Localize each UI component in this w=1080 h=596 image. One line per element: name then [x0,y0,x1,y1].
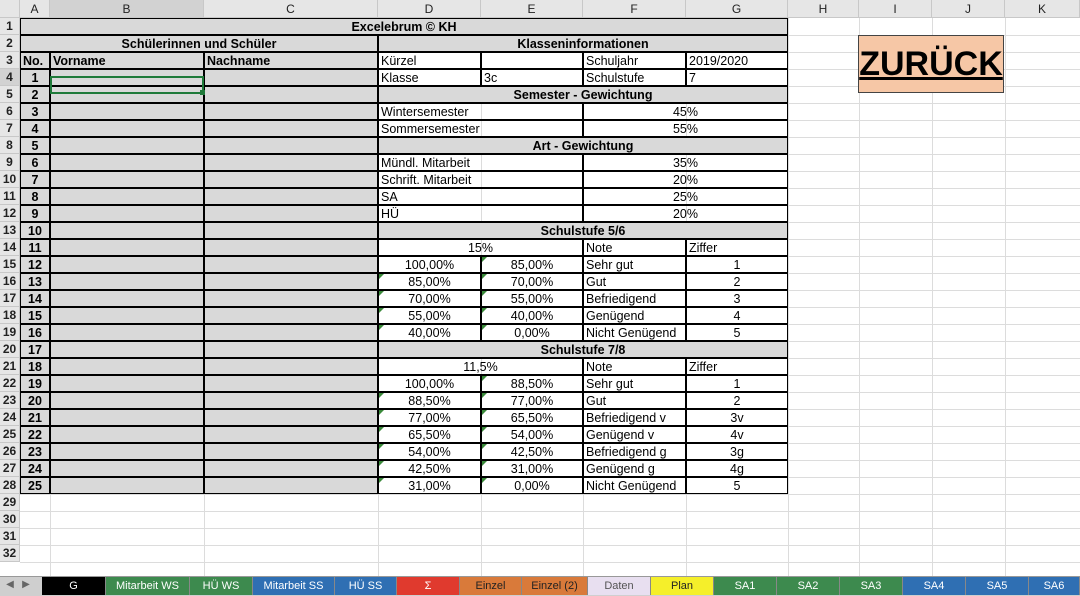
grade-from[interactable]: 100,00% [378,375,481,392]
row-header-32[interactable]: 32 [0,545,20,562]
row-header-28[interactable]: 28 [0,477,20,494]
student-nachname-cell[interactable] [204,290,378,307]
stufe78-ziffer-label: Ziffer [686,358,788,375]
student-nachname-cell[interactable] [204,69,378,86]
kuerzel-value[interactable] [481,52,583,69]
grade-ziffer: 2 [686,392,788,409]
grade-from[interactable]: 85,00% [378,273,481,290]
row-header-6[interactable]: 6 [0,103,20,120]
grade-from[interactable]: 65,50% [378,426,481,443]
column-header-E[interactable]: E [481,0,583,18]
grade-to[interactable]: 31,00% [481,460,583,477]
fill-handle[interactable] [200,90,205,95]
grade-note: Gut [583,273,686,290]
tab-next-icon[interactable]: ▶ [22,579,30,590]
grade-to[interactable]: 0,00% [481,324,583,341]
art-value[interactable]: 20% [583,171,788,188]
sheet-tab-sa6[interactable]: SA6 [1029,577,1080,595]
student-vorname-cell[interactable] [50,188,204,205]
grade-ziffer: 5 [686,324,788,341]
grade-ziffer: 2 [686,273,788,290]
row-header-30[interactable]: 30 [0,511,20,528]
student-number: 14 [20,290,50,307]
grade-from[interactable]: 42,50% [378,460,481,477]
student-vorname-cell[interactable] [50,426,204,443]
col-vorname-header: Vorname [50,52,204,69]
student-number: 16 [20,324,50,341]
row-header-31[interactable]: 31 [0,528,20,545]
grade-to[interactable]: 88,50% [481,375,583,392]
grade-ziffer: 3g [686,443,788,460]
grade-to[interactable]: 77,00% [481,392,583,409]
row-header-17[interactable]: 17 [0,290,20,307]
sheet-tab-g[interactable]: G [42,577,106,595]
student-nachname-cell[interactable] [204,273,378,290]
row-header-8[interactable]: 8 [0,137,20,154]
column-header-K[interactable]: K [1005,0,1080,18]
student-nachname-cell[interactable] [204,409,378,426]
column-header-A[interactable]: A [20,0,50,18]
row-header-20[interactable]: 20 [0,341,20,358]
grade-note: Befriedigend v [583,409,686,426]
student-vorname-cell[interactable] [50,273,204,290]
row-header-23[interactable]: 23 [0,392,20,409]
schuljahr-value[interactable]: 2019/2020 [686,52,788,69]
grade-from[interactable]: 54,00% [378,443,481,460]
sheet-tab-hü-ss[interactable]: HÜ SS [335,577,397,595]
student-vorname-cell[interactable] [50,205,204,222]
row-header-1[interactable]: 1 [0,18,20,35]
student-nachname-cell[interactable] [204,188,378,205]
students-header: Schülerinnen und Schüler [20,35,378,52]
student-nachname-cell[interactable] [204,375,378,392]
grade-note: Nicht Genügend [583,324,686,341]
grade-note: Sehr gut [583,375,686,392]
stufe78-note-label: Note [583,358,686,375]
grid-hline [20,494,1080,495]
student-nachname-cell[interactable] [204,477,378,494]
student-nachname-cell[interactable] [204,154,378,171]
tab-prev-icon[interactable]: ◀ [6,579,14,590]
sheet-tab-mitarbeit-ss[interactable]: Mitarbeit SS [253,577,335,595]
class-info-header: Klasseninformationen [378,35,788,52]
row-header-9[interactable]: 9 [0,154,20,171]
column-header-D[interactable]: D [378,0,481,18]
row-header-27[interactable]: 27 [0,460,20,477]
student-vorname-cell[interactable] [50,137,204,154]
row-header-4[interactable]: 4 [0,69,20,86]
grade-ziffer: 1 [686,375,788,392]
student-number: 17 [20,341,50,358]
grade-to[interactable]: 85,00% [481,256,583,273]
student-number: 8 [20,188,50,205]
row-header-22[interactable]: 22 [0,375,20,392]
row-header-3[interactable]: 3 [0,52,20,69]
student-vorname-cell[interactable] [50,392,204,409]
grid-vline [1005,18,1006,576]
student-nachname-cell[interactable] [204,426,378,443]
grade-to[interactable]: 70,00% [481,273,583,290]
art-label: HÜ [378,205,583,222]
grade-ziffer: 4 [686,307,788,324]
schulstufe-label: Schulstufe [583,69,686,86]
student-nachname-cell[interactable] [204,222,378,239]
sheet-tab-daten[interactable]: Daten [588,577,651,595]
col-nachname-header: Nachname [204,52,378,69]
grade-note: Gut [583,392,686,409]
student-vorname-cell[interactable] [50,239,204,256]
row-header-18[interactable]: 18 [0,307,20,324]
sheet-tab-sa1[interactable]: SA1 [714,577,777,595]
student-number: 7 [20,171,50,188]
semester-value[interactable]: 55% [583,120,788,137]
column-header-F[interactable]: F [583,0,686,18]
art-label: SA [378,188,583,205]
grade-to[interactable]: 0,00% [481,477,583,494]
sheet-tab-sa5[interactable]: SA5 [966,577,1029,595]
kuerzel-label: Kürzel [378,52,481,69]
art-value[interactable]: 20% [583,205,788,222]
student-nachname-cell[interactable] [204,86,378,103]
sheet-tab-sa4[interactable]: SA4 [903,577,966,595]
grid-hline [20,545,1080,546]
column-header-B[interactable]: B [50,0,204,18]
student-number: 22 [20,426,50,443]
sheet-tab--[interactable]: Σ [397,577,460,595]
student-vorname-cell[interactable] [50,120,204,137]
student-vorname-cell[interactable] [50,477,204,494]
sheet-tab-sa3[interactable]: SA3 [840,577,903,595]
student-nachname-cell[interactable] [204,324,378,341]
grade-to[interactable]: 42,50% [481,443,583,460]
grid-hline [20,511,1080,512]
art-header: Art - Gewichtung [378,137,788,154]
column-header-H[interactable]: H [788,0,859,18]
semester-value[interactable]: 45% [583,103,788,120]
grade-ziffer: 4v [686,426,788,443]
student-nachname-cell[interactable] [204,137,378,154]
row-header-13[interactable]: 13 [0,222,20,239]
student-vorname-cell[interactable] [50,324,204,341]
stufe56-tolerance[interactable]: 15% [378,239,583,256]
row-header-24[interactable]: 24 [0,409,20,426]
student-number: 9 [20,205,50,222]
student-vorname-cell[interactable] [50,341,204,358]
grade-note: Nicht Genügend [583,477,686,494]
student-number: 25 [20,477,50,494]
student-nachname-cell[interactable] [204,171,378,188]
sheet-title: Excelebrum © KH [20,18,788,35]
student-vorname-cell[interactable] [50,358,204,375]
student-number: 24 [20,460,50,477]
grid-hline [20,562,1080,563]
grade-note: Genügend v [583,426,686,443]
student-vorname-cell[interactable] [50,290,204,307]
grade-to[interactable]: 55,00% [481,290,583,307]
grade-ziffer: 1 [686,256,788,273]
art-value[interactable]: 35% [583,154,788,171]
column-header-C[interactable]: C [204,0,378,18]
stufe56-note-label: Note [583,239,686,256]
row-header-10[interactable]: 10 [0,171,20,188]
row-header-11[interactable]: 11 [0,188,20,205]
student-number: 5 [20,137,50,154]
row-header-25[interactable]: 25 [0,426,20,443]
student-vorname-cell[interactable] [50,171,204,188]
art-value[interactable]: 25% [583,188,788,205]
grade-ziffer: 4g [686,460,788,477]
grade-ziffer: 3 [686,290,788,307]
student-nachname-cell[interactable] [204,256,378,273]
column-header-I[interactable]: I [859,0,932,18]
stufe78-header: Schulstufe 7/8 [378,341,788,358]
grade-to[interactable]: 40,00% [481,307,583,324]
grade-note: Befriedigend [583,290,686,307]
zurueck-button[interactable]: ZURÜCK [858,35,1004,93]
row-header-26[interactable]: 26 [0,443,20,460]
grade-ziffer: 3v [686,409,788,426]
klasse-value[interactable]: 3c [481,69,583,86]
student-number: 19 [20,375,50,392]
row-header-21[interactable]: 21 [0,358,20,375]
grid-vline [859,18,860,576]
row-header-29[interactable]: 29 [0,494,20,511]
student-nachname-cell[interactable] [204,307,378,324]
student-vorname-cell[interactable] [50,103,204,120]
student-number: 6 [20,154,50,171]
row-header-15[interactable]: 15 [0,256,20,273]
grade-from[interactable]: 77,00% [378,409,481,426]
art-label: Schrift. Mitarbeit [378,171,583,188]
student-nachname-cell[interactable] [204,239,378,256]
student-number: 13 [20,273,50,290]
student-nachname-cell[interactable] [204,358,378,375]
student-nachname-cell[interactable] [204,443,378,460]
sheet-tab-sa2[interactable]: SA2 [777,577,840,595]
student-nachname-cell[interactable] [204,460,378,477]
row-header-12[interactable]: 12 [0,205,20,222]
semester-label: Wintersemester [378,103,583,120]
row-header-14[interactable]: 14 [0,239,20,256]
student-nachname-cell[interactable] [204,205,378,222]
schuljahr-label: Schuljahr [583,52,686,69]
stufe56-ziffer-label: Ziffer [686,239,788,256]
sheet-tab-hü-ws[interactable]: HÜ WS [190,577,253,595]
grade-from[interactable]: 40,00% [378,324,481,341]
grade-from[interactable]: 31,00% [378,477,481,494]
klasse-label: Klasse [378,69,481,86]
row-header-5[interactable]: 5 [0,86,20,103]
student-number: 21 [20,409,50,426]
grade-to[interactable]: 54,00% [481,426,583,443]
grade-from[interactable]: 70,00% [378,290,481,307]
student-vorname-cell[interactable] [50,222,204,239]
sheet-tab-bar [0,576,1080,596]
select-all-corner[interactable] [0,0,20,18]
grade-note: Genügend g [583,460,686,477]
student-number: 4 [20,120,50,137]
grid-vline [932,18,933,576]
student-number: 12 [20,256,50,273]
stufe56-header: Schulstufe 5/6 [378,222,788,239]
grade-note: Genügend [583,307,686,324]
student-nachname-cell[interactable] [204,120,378,137]
student-vorname-cell[interactable] [50,154,204,171]
sheet-tab-einzel-2-[interactable]: Einzel (2) [522,577,588,595]
row-header-7[interactable]: 7 [0,120,20,137]
schulstufe-value[interactable]: 7 [686,69,788,86]
student-number: 23 [20,443,50,460]
row-header-2[interactable]: 2 [0,35,20,52]
row-header-19[interactable]: 19 [0,324,20,341]
sheet-tab-einzel[interactable]: Einzel [460,577,522,595]
student-number: 20 [20,392,50,409]
student-number: 15 [20,307,50,324]
sheet-tab-mitarbeit-ws[interactable]: Mitarbeit WS [106,577,190,595]
student-nachname-cell[interactable] [204,341,378,358]
stufe78-tolerance[interactable]: 11,5% [378,358,583,375]
student-number: 18 [20,358,50,375]
grade-from[interactable]: 88,50% [378,392,481,409]
student-vorname-cell[interactable] [50,460,204,477]
grade-note: Sehr gut [583,256,686,273]
active-cell-selection [50,76,204,94]
student-vorname-cell[interactable] [50,443,204,460]
grade-note: Befriedigend g [583,443,686,460]
column-header-J[interactable]: J [932,0,1005,18]
grade-to[interactable]: 65,50% [481,409,583,426]
grid-hline [20,528,1080,529]
semester-header: Semester - Gewichtung [378,86,788,103]
student-vorname-cell[interactable] [50,307,204,324]
grade-from[interactable]: 100,00% [378,256,481,273]
student-nachname-cell[interactable] [204,392,378,409]
student-number: 11 [20,239,50,256]
row-header-16[interactable]: 16 [0,273,20,290]
semester-label: Sommersemester [378,120,583,137]
grid-vline [788,18,789,576]
column-header-G[interactable]: G [686,0,788,18]
student-number: 10 [20,222,50,239]
student-nachname-cell[interactable] [204,103,378,120]
student-vorname-cell[interactable] [50,375,204,392]
grade-ziffer: 5 [686,477,788,494]
grade-from[interactable]: 55,00% [378,307,481,324]
art-label: Mündl. Mitarbeit [378,154,583,171]
col-no-header: No. [20,52,50,69]
student-number: 2 [20,86,50,103]
student-vorname-cell[interactable] [50,409,204,426]
sheet-tab-plan[interactable]: Plan [651,577,714,595]
student-number: 3 [20,103,50,120]
student-vorname-cell[interactable] [50,256,204,273]
student-number: 1 [20,69,50,86]
